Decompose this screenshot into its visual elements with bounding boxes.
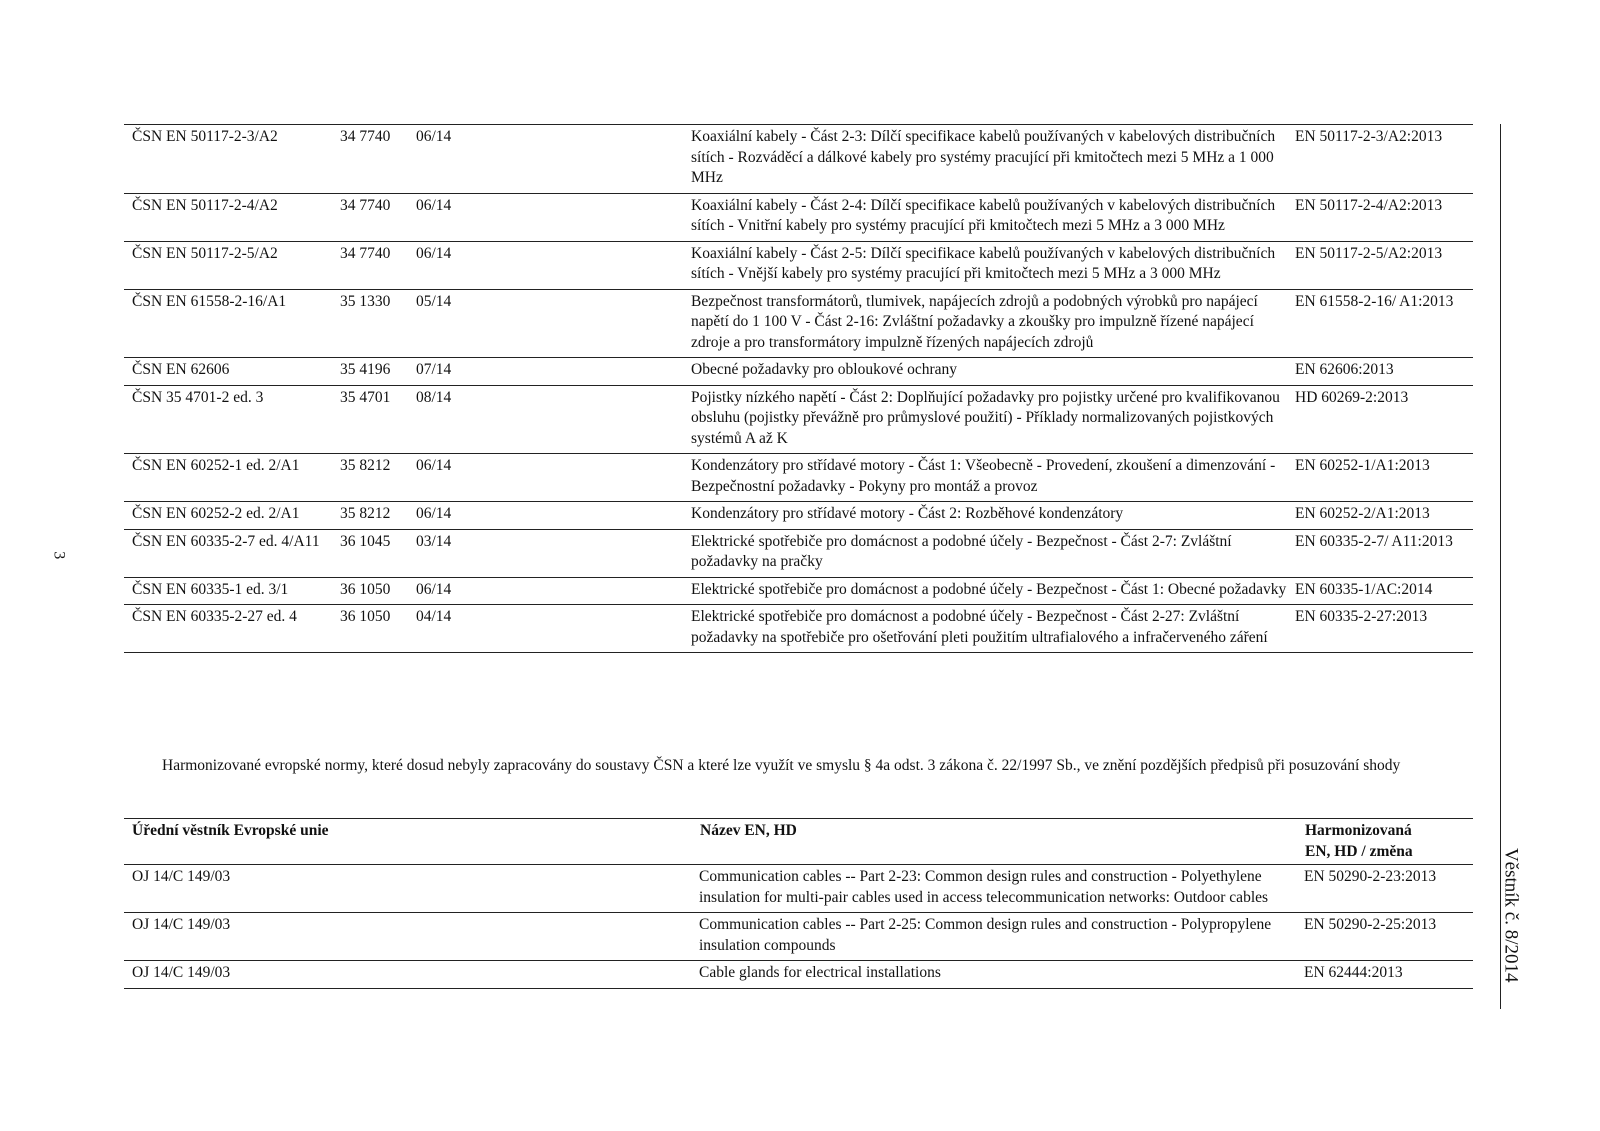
standard-title: Elektrické spotřebiče pro domácnost a podobné účely - Bezpečnost - Část 2-7: Zvláštní požadavky na pračky bbox=[691, 532, 1232, 570]
intro-paragraph: Harmonizované evropské normy, které dosud nebyly zapracovány do soustavy ČSN a které lze využít ve smyslu § 4a odst. 3 zákona č. 22/1997 Sb., ve znění pozdějších předpisů při posuzování shody bbox=[162, 757, 1401, 774]
standard-title: Koaxiální kabely - Část 2-3: Dílčí specifikace kabelů používaných v kabelových distribučních sítích - Rozváděcí a dálkové kabely pro systémy pracující při kmitočtech mezi 5 MHz a 1 000 MHz bbox=[691, 128, 1276, 186]
standard-title: Kondenzátory pro střídavé motory - Část 2: Rozběhové kondenzátory bbox=[691, 505, 1124, 522]
table-row bbox=[124, 125, 1473, 194]
header-en-line2: EN, HD / změna bbox=[1305, 842, 1413, 860]
standard-title: Koaxiální kabely - Část 2-5: Dílčí specifikace kabelů používaných v kabelových distribučních sítích - Vnější kabely pro systémy pracující při kmitočtech mezi 5 MHz a 3 000 MHz bbox=[691, 244, 1276, 282]
table-row bbox=[124, 385, 1473, 454]
table-row bbox=[124, 577, 1473, 605]
standard-title: Pojistky nízkého napětí - Část 2: Doplňující požadavky pro pojistky určené pro kvalifikovanou obsluhu (pojistky převážně pro průmyslové použití) - Příklady normalizovaných pojistkových systémů A až K bbox=[691, 388, 1280, 447]
csn-number: ČSN EN 50117-2-4/A2 bbox=[132, 196, 278, 214]
en-reference: EN 61558-2-16/ A1:2013 bbox=[1295, 292, 1454, 310]
table-row bbox=[124, 605, 1473, 653]
standard-title: Elektrické spotřebiče pro domácnost a podobné účely - Bezpečnost - Část 1: Obecné požadavky bbox=[691, 580, 1287, 598]
csn-number: ČSN EN 50117-2-5/A2 bbox=[132, 244, 278, 262]
harmonized-en: EN 62444:2013 bbox=[1304, 964, 1403, 981]
en-reference: EN 60335-1/AC:2014 bbox=[1295, 580, 1433, 598]
en-reference: EN 60335-2-27:2013 bbox=[1295, 608, 1428, 625]
table-row bbox=[124, 454, 1473, 502]
issue-date: 07/14 bbox=[416, 361, 452, 378]
official-journal-ref: OJ 14/C 149/03 bbox=[132, 916, 231, 933]
csn-number: ČSN EN 62606 bbox=[132, 361, 230, 378]
harmonized-table bbox=[124, 818, 1473, 989]
en-reference: EN 60252-1/A1:2013 bbox=[1295, 457, 1430, 474]
standard-title: Bezpečnost transformátorů, tlumivek, napájecích zdrojů a podobných výrobků pro napájecí napětí do 1 100 V - Část 2-16: Zvláštní požadavky a zkoušky pro impulzně řízené napájecí zdroje a pro transformátory impulzně řízených napájecích zdrojů bbox=[691, 292, 1258, 351]
en-reference: EN 60335-2-7/ A11:2013 bbox=[1295, 532, 1453, 550]
official-journal-ref: OJ 14/C 149/03 bbox=[132, 964, 231, 981]
class-code: 34 7740 bbox=[340, 244, 391, 262]
standard-title: Elektrické spotřebiče pro domácnost a podobné účely - Bezpečnost - Část 2-27: Zvláštní požadavky na spotřebiče pro ošetřování pleti použitím ultrafialového a infračerveného záření bbox=[691, 608, 1268, 646]
harmonized-en: EN 50290-2-23:2013 bbox=[1304, 868, 1437, 885]
en-reference: EN 50117-2-3/A2:2013 bbox=[1295, 128, 1443, 145]
table-row bbox=[124, 289, 1473, 358]
csn-number: ČSN EN 60252-2 ed. 2/A1 bbox=[132, 505, 300, 522]
csn-number: ČSN EN 60335-1 ed. 3/1 bbox=[132, 580, 289, 598]
class-code: 36 1050 bbox=[340, 608, 391, 625]
csn-number: ČSN 35 4701-2 ed. 3 bbox=[132, 388, 264, 406]
standard-title: Obecné požadavky pro obloukové ochrany bbox=[691, 361, 957, 378]
table-row bbox=[124, 961, 1473, 989]
table-row bbox=[124, 193, 1473, 241]
table-row bbox=[124, 913, 1473, 961]
table-row bbox=[124, 241, 1473, 289]
en-reference: HD 60269-2:2013 bbox=[1295, 388, 1409, 406]
page-number: 3 bbox=[50, 551, 68, 560]
csn-number: ČSN EN 61558-2-16/A1 bbox=[132, 292, 287, 310]
csn-number: ČSN EN 60252-1 ed. 2/A1 bbox=[132, 457, 300, 474]
en-reference: EN 50117-2-5/A2:2013 bbox=[1295, 244, 1443, 262]
class-code: 36 1050 bbox=[340, 580, 391, 598]
issue-date: 06/14 bbox=[416, 244, 452, 262]
running-title: Věstník č. 8/2014 bbox=[1500, 847, 1522, 983]
en-title: Communication cables -- Part 2-25: Common design rules and construction - Polypropylene insulation compounds bbox=[699, 916, 1272, 954]
class-code: 34 7740 bbox=[340, 128, 391, 145]
header-name: Název EN, HD bbox=[700, 822, 797, 839]
class-code: 35 1330 bbox=[340, 292, 391, 310]
issue-date: 06/14 bbox=[416, 196, 452, 214]
standard-title: Kondenzátory pro střídavé motory - Část 1: Všeobecně - Provedení, zkoušení a dimenzování - Bezpečnostní požadavky - Pokyny pro montáž a provoz bbox=[691, 457, 1276, 495]
class-code: 35 8212 bbox=[340, 505, 391, 522]
class-code: 35 4701 bbox=[340, 388, 391, 406]
issue-date: 06/14 bbox=[416, 505, 452, 522]
en-reference: EN 62606:2013 bbox=[1295, 361, 1394, 378]
issue-date: 05/14 bbox=[416, 292, 452, 310]
class-code: 35 4196 bbox=[340, 361, 391, 378]
csn-number: ČSN EN 60335-2-27 ed. 4 bbox=[132, 608, 297, 625]
header-en bbox=[1304, 819, 1473, 865]
en-reference: EN 60252-2/A1:2013 bbox=[1295, 505, 1430, 522]
table-row bbox=[124, 865, 1473, 913]
table-row bbox=[124, 502, 1473, 530]
issue-date: 06/14 bbox=[416, 128, 452, 145]
official-journal-ref: OJ 14/C 149/03 bbox=[132, 868, 231, 885]
issue-date: 04/14 bbox=[416, 608, 452, 625]
en-title: Cable glands for electrical installations bbox=[699, 964, 941, 981]
standard-title: Koaxiální kabely - Část 2-4: Dílčí specifikace kabelů používaných v kabelových distribučních sítích - Vnitřní kabely pro systémy pracující při kmitočtech mezi 5 MHz a 3 000 MHz bbox=[691, 196, 1276, 234]
header-en-line1: Harmonizovaná bbox=[1305, 822, 1412, 839]
harmonized-en: EN 50290-2-25:2013 bbox=[1304, 916, 1437, 933]
table-header-row bbox=[124, 819, 1473, 865]
table-row bbox=[124, 358, 1473, 386]
class-code: 36 1045 bbox=[340, 532, 391, 550]
issue-date: 08/14 bbox=[416, 388, 452, 406]
csn-number: ČSN EN 60335-2-7 ed. 4/A11 bbox=[132, 532, 320, 550]
csn-number: ČSN EN 50117-2-3/A2 bbox=[132, 128, 278, 145]
header-oj: Úřední věstník Evropské unie bbox=[132, 822, 329, 839]
en-reference: EN 50117-2-4/A2:2013 bbox=[1295, 196, 1443, 214]
standards-table bbox=[124, 124, 1473, 653]
table-row bbox=[124, 529, 1473, 577]
issue-date: 06/14 bbox=[416, 457, 452, 474]
issue-date: 06/14 bbox=[416, 580, 452, 598]
en-title: Communication cables -- Part 2-23: Common design rules and construction - Polyethylene insulation for multi-pair cables used in access telecommunication networks: Outdoor cables bbox=[699, 868, 1269, 906]
class-code: 34 7740 bbox=[340, 196, 391, 214]
class-code: 35 8212 bbox=[340, 457, 391, 474]
issue-date: 03/14 bbox=[416, 532, 452, 550]
